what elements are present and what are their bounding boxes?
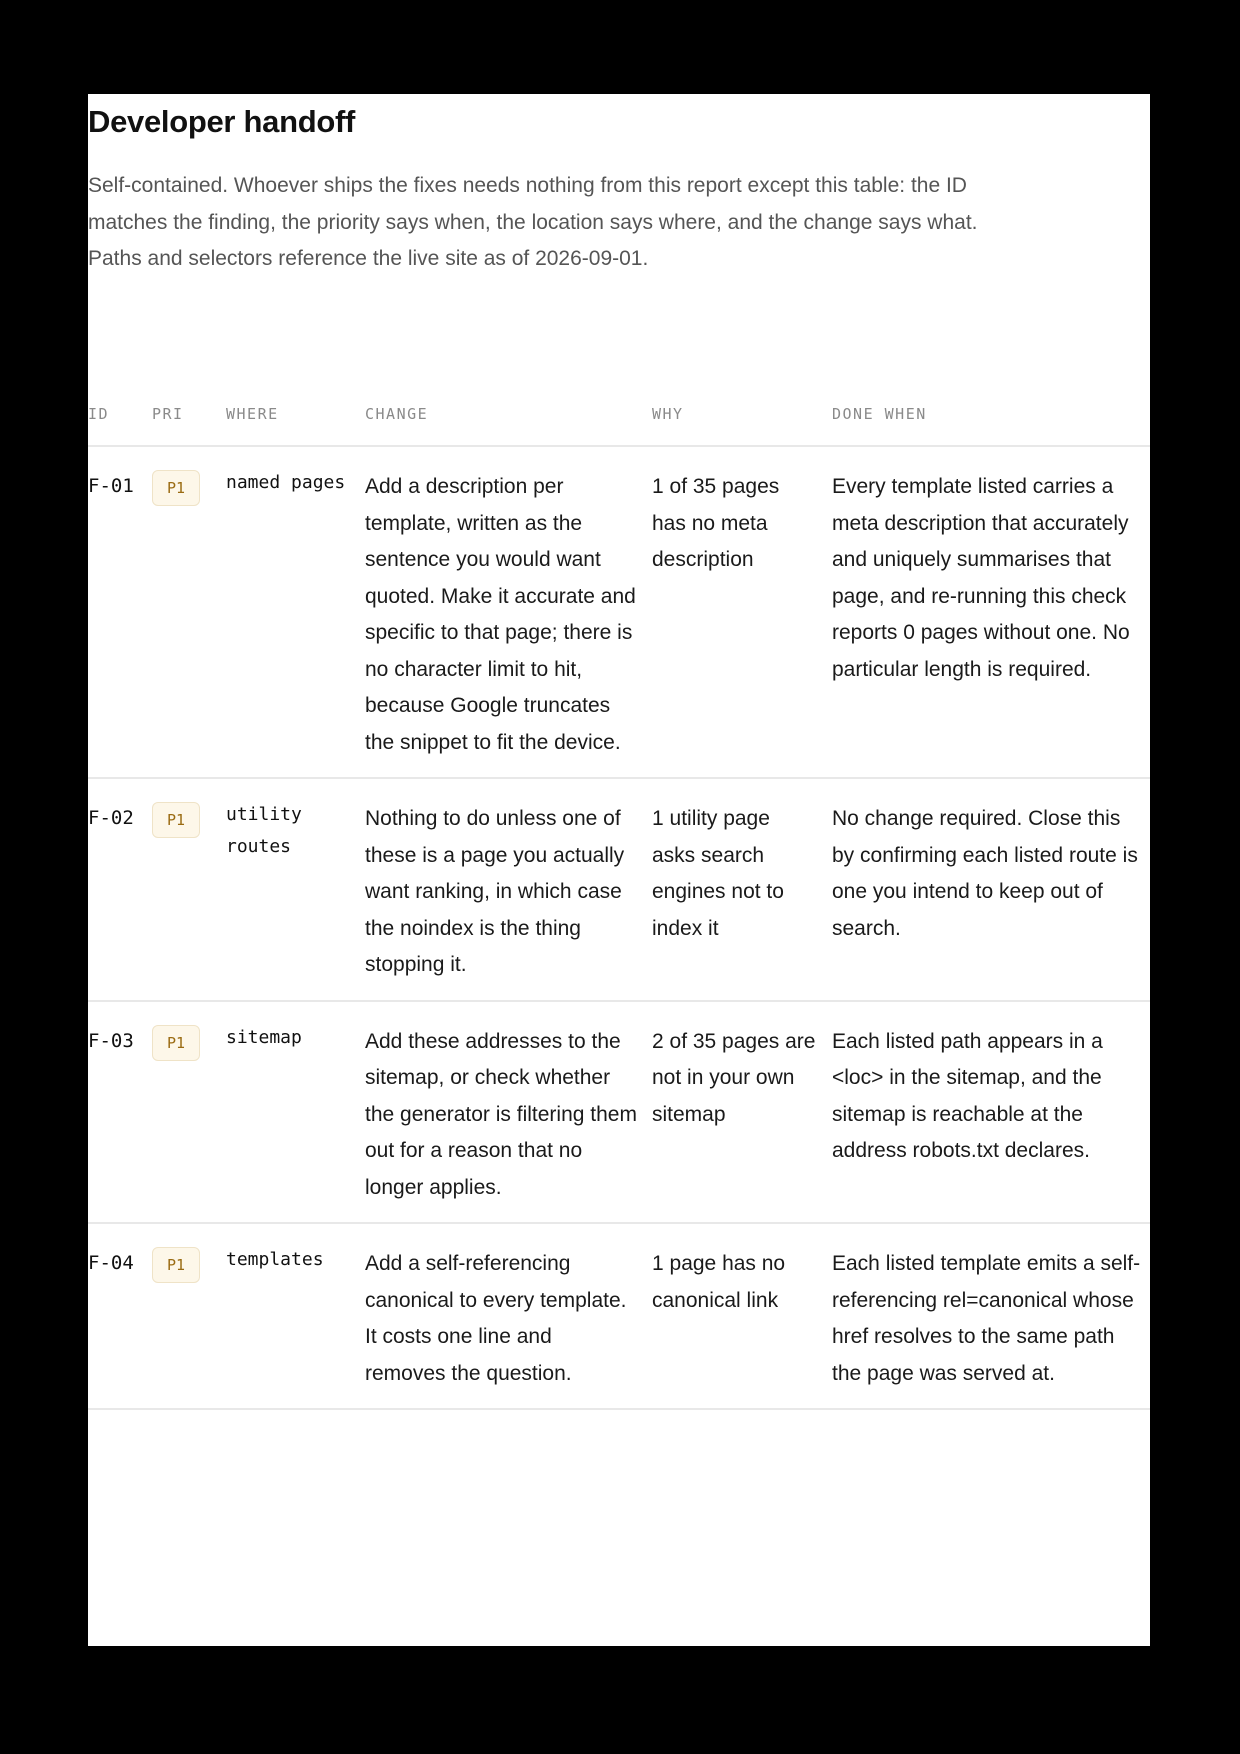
header-pri: PRI: [152, 390, 226, 446]
handoff-table: [88, 390, 1150, 1410]
change-cell: Nothing to do unless one of these is a page you actually want ranking, in which case the noindex is the thing stopping it.: [365, 807, 625, 976]
finding-id: F-02: [88, 807, 134, 829]
done-when-cell: Each listed path appears in a <loc> in the sitemap, and the sitemap is reachable at the address robots.txt declares.: [832, 1029, 1103, 1162]
finding-id: F-01: [88, 475, 134, 497]
done-when-cell: No change required. Close this by confirming each listed route is one you intend to keep out of search.: [832, 807, 1138, 940]
header-row: [88, 390, 1150, 446]
change-cell: Add these addresses to the sitemap, or check whether the generator is filtering them out for a reason that no longer applies.: [365, 1029, 637, 1199]
change-cell: Add a description per template, written as the sentence you would want quoted. Make it accurate and specific to that page; there is no character limit to hit, because Google truncates the snippet to fit the device.: [365, 475, 636, 754]
table-row: [88, 778, 1150, 1001]
change-cell: Add a self-referencing canonical to every template. It costs one line and removes the question.: [365, 1252, 627, 1385]
why-cell: 1 page has no canonical link: [652, 1252, 786, 1312]
done-when-cell: Each listed template emits a self-referencing rel=canonical whose href resolves to the same path the page was served at.: [832, 1252, 1141, 1385]
why-cell: 1 utility page asks search engines not to index it: [652, 807, 784, 940]
priority-badge: P1: [152, 1025, 200, 1061]
location-cell: sitemap: [226, 1026, 302, 1048]
table-row: [88, 1223, 1150, 1409]
priority-badge: P1: [152, 802, 200, 838]
header-why: WHY: [652, 390, 832, 446]
why-cell: 2 of 35 pages are not in your own sitemap: [652, 1029, 816, 1126]
why-cell: 1 of 35 pages has no meta description: [652, 475, 780, 571]
page-title: Developer handoff: [88, 104, 356, 139]
table-header: [88, 390, 1150, 446]
table-body: [88, 446, 1150, 1409]
header-where: WHERE: [226, 390, 365, 446]
document-page: [88, 94, 1150, 1646]
location-cell: utility routes: [226, 804, 302, 857]
finding-id: F-04: [88, 1252, 134, 1274]
location-cell: named pages: [226, 472, 346, 493]
intro-paragraph: Self-contained. Whoever ships the fixes needs nothing from this report except this table: the ID matches the finding, the priority says when, the location says where, and the change says what. Paths and selectors reference the live site as of 2026-09-01.: [88, 174, 978, 270]
header-done-when: DONE WHEN: [832, 390, 1150, 446]
location-cell: templates: [226, 1249, 324, 1270]
priority-badge: P1: [152, 470, 200, 506]
table-row: [88, 446, 1150, 778]
priority-badge: P1: [152, 1247, 200, 1283]
done-when-cell: Every template listed carries a meta description that accurately and uniquely summarises that page, and re-running this check reports 0 pages without one. No particular length is required.: [832, 475, 1130, 681]
table-row: [88, 1001, 1150, 1224]
header-id: ID: [88, 390, 152, 446]
header-change: CHANGE: [365, 390, 652, 446]
finding-id: F-03: [88, 1029, 134, 1052]
